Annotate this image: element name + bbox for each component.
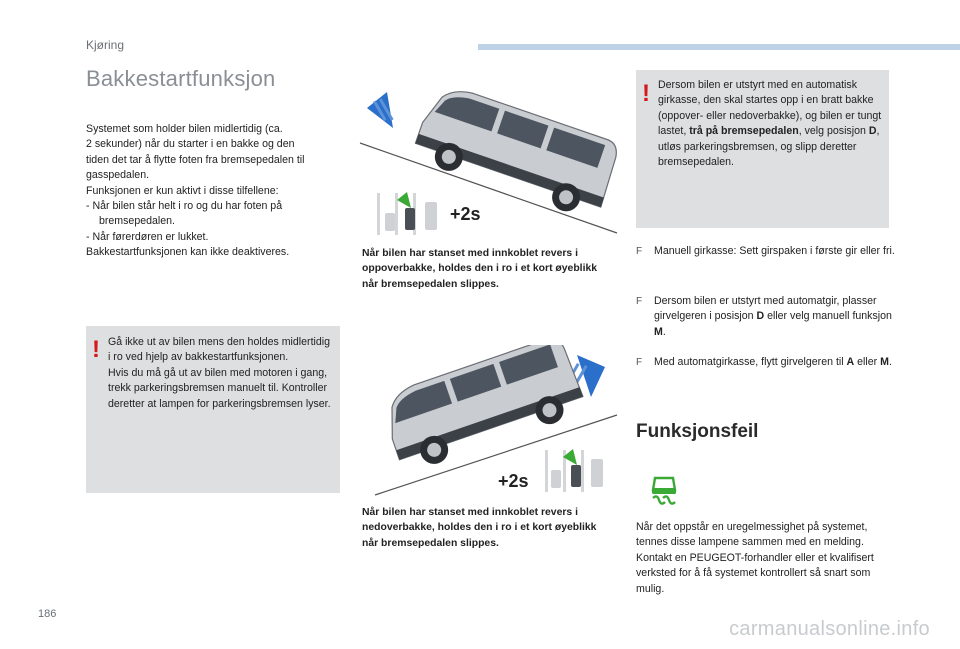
instruction-text: . [888,356,892,368]
page-title: Bakkestartfunksjon [86,66,276,91]
instruction-item [636,355,904,370]
warning-text [658,78,884,170]
instruction-bold: M [654,325,663,338]
watermark: carmanualsonline.info [729,618,930,640]
warning-text: Gå ikke ut av bilen mens den holdes midlertidig i ro ved hjelp av bakkestartfunksjonen. Hvis du må gå ut av bilen med motoren i gang, trekk parkeringsbremsen manuelt til. Kontroller deretter at lampen for parkeringsbremsen lyser. [108,336,331,410]
malfunction-heading: Funksjonsfeil [636,421,759,442]
warning-icon: ! [642,80,650,107]
instruction-bold: A [846,356,855,368]
condition-item: - Når førerdøren er lukket. [86,230,209,243]
downhill-caption: Når bilen har stanset med innkoblet revers i nedoverbakke, holdes den i ro i et kort øyeblikk når bremsepedalen slippes. [362,507,597,549]
warning-box-left [86,326,340,493]
intro-line: gasspedalen. [86,169,150,182]
instruction-text: eller velg manuell funksjon [764,310,892,323]
intro-line: Systemet som holder bilen midlertidig (ca. [86,123,283,135]
instruction-bold: M [880,356,889,368]
traction-warning-icon [648,474,680,508]
page-number: 186 [38,608,57,620]
condition-item: - Når bilen står helt i ro og du har foten på bremsepedalen. [86,200,283,228]
instruction-text: Manuell girkasse: Sett girspaken i første gir eller fri. [654,245,895,257]
motion-arrow-icon [367,92,394,128]
timer-label: +2s [498,471,529,491]
header-bar [478,44,960,50]
warning-text-bold: D [868,125,877,138]
malfunction-text: Når det oppstår en uregelmessighet på systemet, tennes disse lampene sammen med en melding. Kontakt en PEUGEOT-forhandler eller et kvalifisert verksted for å få systemet kontrollert så snart som mulig. [636,521,874,595]
intro-text [86,122,348,261]
bullet-icon: F [636,296,643,307]
instruction-text: Med automatgirkasse, flytt girvelgeren til [654,356,847,368]
uphill-van-illustration [355,88,625,238]
instruction-text: . [662,325,666,338]
intro-line: tiden det tar å flytte foten fra bremsepedalen til [86,153,305,166]
warning-icon: ! [92,336,100,363]
instruction-item [636,294,904,340]
warning-box-right [636,70,889,228]
pedals-icon [377,192,437,235]
warning-text-part: , utløs parkeringsbremsen, og slipp deretter bremsepedalen. [658,125,880,169]
warning-text-bold: trå på bremsepedalen [689,125,799,138]
section-label: Kjøring [86,38,125,52]
uphill-caption: Når bilen har stanset med innkoblet revers i oppoverbakke, holdes den i ro i et kort øyeblikk når bremsepedalen slippes. [362,248,598,290]
timer-label: +2s [450,204,481,224]
instruction-item [636,244,904,259]
intro-line: 2 sekunder) når du starter i en bakke og den [86,138,295,151]
warning-text-part: Dersom bilen er utstyrt med en automatisk girkasse, den skal startes opp i en bratt bakke (oppover- eller nedoverbakke), og bilen er tungt lastet, [658,79,882,138]
pedals-icon [545,449,603,492]
intro-line: Funksjonen er kun aktivt i disse tilfellene: [86,184,279,197]
downhill-van-illustration [355,345,625,500]
van-icon [378,345,588,475]
bullet-icon: F [636,357,643,368]
instruction-text: Dersom bilen er utstyrt med automatgir, plasser girvelgeren i posisjon [654,295,877,323]
bullet-icon: F [636,246,643,257]
instruction-bold: D [756,310,765,323]
instruction-text: eller [854,356,881,368]
warning-text-part: , velg posisjon [798,125,869,138]
intro-closing: Bakkestartfunksjonen kan ikke deaktiveres. [86,246,290,259]
van-icon [410,88,622,222]
